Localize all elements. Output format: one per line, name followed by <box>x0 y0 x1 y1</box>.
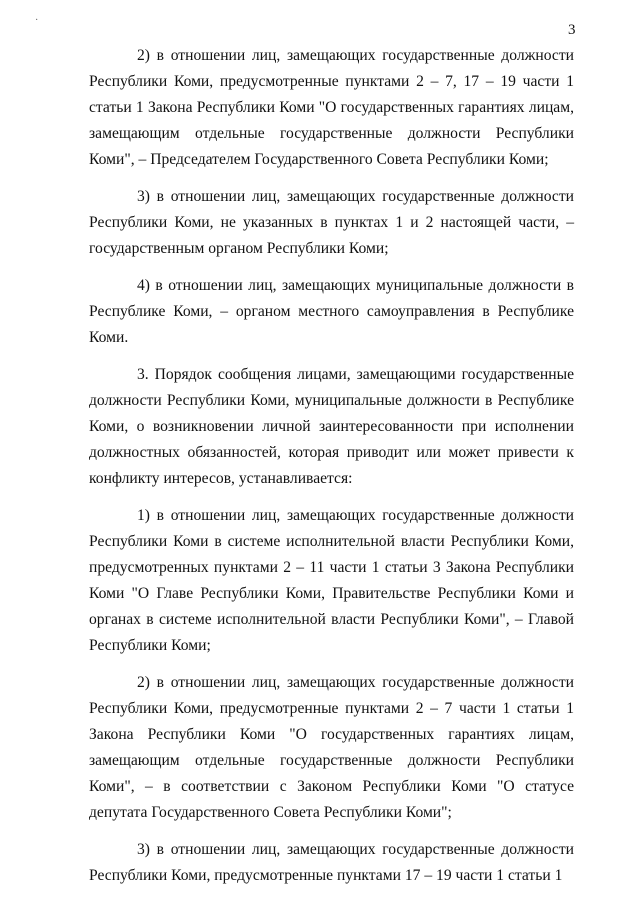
paragraph-subitem-3-continued: 3) в отношении лиц, замещающих государственные должности Республики Коми, предусмотренные пунктами 17 – 19 части 1 статьи 1 <box>89 841 574 884</box>
paragraph-subitem-1-head: 1) в отношении лиц, замещающих государственные должности Республики Коми в системе исполнительной власти Республики Коми, предусмотренных пунктами 2 – 11 части 1 статьи 3 Закона Республики Коми "О Главе Республики Коми, Правительстве Республики Коми и органах в системе исполнительной власти Республики Коми", – Главой Республики Коми; <box>89 507 574 654</box>
paragraph-subitem-2-deputy: 2) в отношении лиц, замещающих государственные должности Республики Коми, предусмотренные пунктами 2 – 7 части 1 статьи 1 Закона Республики Коми "О государственных гарантиях лицам, замещающим отдельные государственные должности Республики Коми", – в соответствии с Законом Республики Коми "О статусе депутата Государственного Совета Республики Коми"; <box>89 674 574 821</box>
paragraph-section-3: 3. Порядок сообщения лицами, замещающими государственные должности Республики Коми, муниципальные должности в Республике Коми, о возникновении личной заинтересованности при исполнении должностных обязанностей, которая приводит или может привести к конфликту интересов, устанавливается: <box>89 366 574 487</box>
body-text <box>89 43 574 900</box>
scan-mark: · <box>35 15 39 26</box>
paragraph-subitem-2-council: 2) в отношении лиц, замещающих государственные должности Республики Коми, предусмотренные пунктами 2 – 7, 17 – 19 части 1 статьи 1 Закона Республики Коми "О государственных гарантиях лицам, замещающим отдельные государственные должности Республики Коми", – Председателем Государственного Совета Республики Коми; <box>89 47 574 168</box>
page-number: 3 <box>568 22 576 38</box>
paragraph-subitem-4-municipal: 4) в отношении лиц, замещающих муниципальные должности в Республике Коми, – органом местного самоуправления в Республике Коми. <box>89 277 574 346</box>
paragraph-subitem-3-state-body: 3) в отношении лиц, замещающих государственные должности Республики Коми, не указанных в пунктах 1 и 2 настоящей части, – государственным органом Республики Коми; <box>89 188 574 257</box>
